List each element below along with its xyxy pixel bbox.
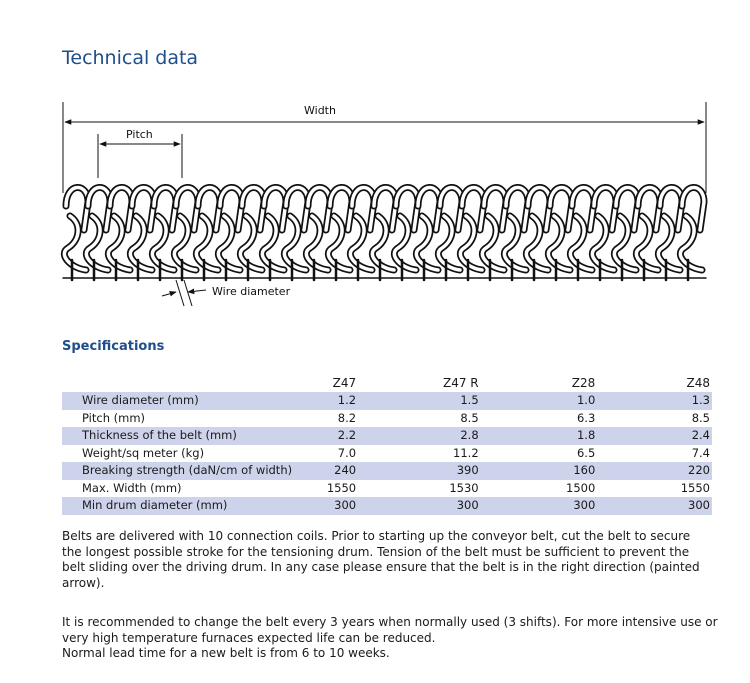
cell-value: 2.2 bbox=[327, 427, 364, 445]
paragraph-line: Belts are delivered with 10 connection coils. Prior to starting up the conveyor belt, cut the belt to secure bbox=[62, 529, 691, 543]
paragraph-line: very high temperature furnaces expected life can be reduced. bbox=[62, 630, 436, 645]
maintenance-paragraph bbox=[62, 615, 722, 662]
row-label: Max. Width (mm) bbox=[62, 480, 327, 498]
wire-line-b bbox=[184, 280, 192, 306]
specifications-table bbox=[62, 374, 712, 515]
cell-value: 2.8 bbox=[364, 427, 487, 445]
table-header-blank bbox=[62, 374, 327, 392]
cell-value: 11.2 bbox=[364, 445, 487, 463]
cell-value: 1.0 bbox=[487, 392, 604, 410]
cell-value: 7.0 bbox=[327, 445, 364, 463]
table-row bbox=[62, 445, 712, 463]
cell-value: 160 bbox=[487, 462, 604, 480]
cell-value: 1.5 bbox=[364, 392, 487, 410]
cell-value: 1.8 bbox=[487, 427, 604, 445]
cell-value: 300 bbox=[364, 497, 487, 515]
row-label: Min drum diameter (mm) bbox=[62, 497, 327, 515]
cell-value: 1.2 bbox=[327, 392, 364, 410]
table-header-row bbox=[62, 374, 712, 392]
cell-value: 300 bbox=[603, 497, 712, 515]
cell-value: 8.5 bbox=[364, 410, 487, 428]
cell-value: 300 bbox=[487, 497, 604, 515]
wire-arrow-left bbox=[162, 292, 176, 296]
cell-value: 1550 bbox=[327, 480, 364, 498]
paragraph-line: the longest possible stroke for the tensioning drum. Tension of the belt must be sufficient to prevent the bbox=[62, 544, 690, 559]
column-header: Z28 bbox=[571, 376, 596, 390]
paragraph-line: Normal lead time for a new belt is from 6 to 10 weeks. bbox=[62, 646, 390, 661]
cell-value: 1530 bbox=[364, 480, 487, 498]
installation-paragraph bbox=[62, 529, 722, 591]
column-header: Z48 bbox=[686, 376, 710, 390]
wire-diameter-label: Wire diameter bbox=[212, 285, 291, 298]
paragraph-line: belt sliding over the driving drum. In any case please ensure that the belt is in the right direction (painted bbox=[62, 560, 700, 575]
cell-value: 2.4 bbox=[603, 427, 712, 445]
belt-diagram bbox=[58, 98, 718, 313]
cell-value: 1550 bbox=[603, 480, 712, 498]
row-label: Thickness of the belt (mm) bbox=[62, 427, 327, 445]
cell-value: 8.2 bbox=[327, 410, 364, 428]
wire-arrow-right bbox=[188, 290, 206, 292]
paragraph-line: It is recommended to change the belt every 3 years when normally used (3 shifts). For more intensive use or bbox=[62, 615, 718, 629]
cell-value: 7.4 bbox=[603, 445, 712, 463]
cell-value: 220 bbox=[603, 462, 712, 480]
belt-coils bbox=[63, 187, 706, 280]
paragraph-line: arrow). bbox=[62, 575, 105, 590]
page-title: Technical data bbox=[62, 47, 199, 69]
pitch-label: Pitch bbox=[126, 128, 153, 141]
cell-value: 390 bbox=[364, 462, 487, 480]
table-row bbox=[62, 480, 712, 498]
table-row bbox=[62, 497, 712, 515]
cell-value: 1500 bbox=[487, 480, 604, 498]
cell-value: 1.3 bbox=[603, 392, 712, 410]
column-header: Z47 R bbox=[442, 376, 479, 390]
row-label: Pitch (mm) bbox=[62, 410, 327, 428]
column-header: Z47 bbox=[332, 376, 357, 390]
row-label: Weight/sq meter (kg) bbox=[62, 445, 327, 463]
wire-line-a bbox=[176, 280, 184, 306]
specifications-heading: Specifications bbox=[62, 339, 165, 354]
cell-value: 6.3 bbox=[487, 410, 604, 428]
table-row bbox=[62, 462, 712, 480]
row-label: Wire diameter (mm) bbox=[62, 392, 327, 410]
cell-value: 8.5 bbox=[603, 410, 712, 428]
table-row bbox=[62, 427, 712, 445]
table-row bbox=[62, 410, 712, 428]
cell-value: 240 bbox=[327, 462, 364, 480]
cell-value: 300 bbox=[327, 497, 364, 515]
width-label: Width bbox=[304, 104, 336, 117]
cell-value: 6.5 bbox=[487, 445, 604, 463]
table-row bbox=[62, 392, 712, 410]
row-label: Breaking strength (daN/cm of width) bbox=[62, 462, 327, 480]
